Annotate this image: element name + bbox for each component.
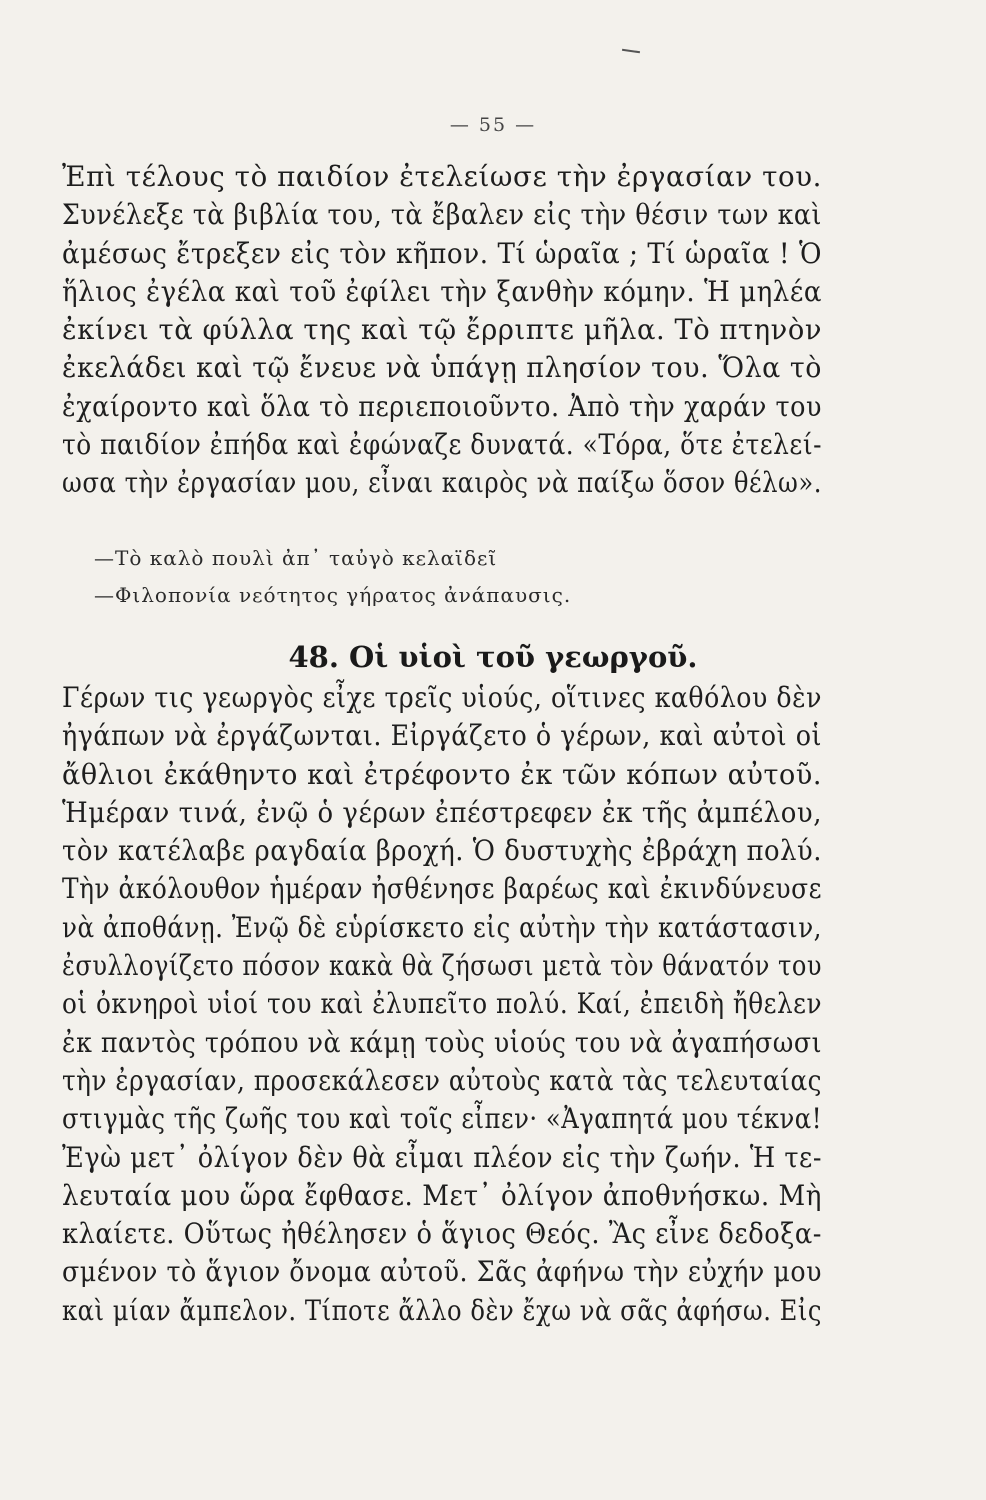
paragraph-1: [62, 158, 822, 503]
text-line: ἀμέσως ἔτρεξεν εἰς τὸν κῆπον. Τί ὡραῖα ; Τί ὡραῖα ! Ὁ: [62, 236, 822, 270]
text-line: ωσα τὴν ἐργασίαν μου, εἶναι καιρὸς νὰ παίξω ὅσον θέλω».: [62, 466, 822, 500]
text-line: ἐχαίροντο καὶ ὅλα τὸ περιεποιοῦντο. Ἀπὸ τὴν χαράν του: [62, 389, 822, 423]
text-line: καὶ μίαν ἄμπελον. Τίποτε ἄλλο δὲν ἔχω νὰ σᾶς ἀφήσω. Εἰς: [62, 1293, 822, 1327]
text-line: ἥλιος ἐγέλα καὶ τοῦ ἐφίλει τὴν ξανθὴν κόμην. Ἡ μηλέα: [62, 274, 822, 308]
text-line: Συνέλεξε τὰ βιβλία του, τὰ ἔβαλεν εἰς τὴν θέσιν των καὶ: [62, 198, 822, 232]
text-line: τὸ παιδίον ἐπήδα καὶ ἐφώναζε δυνατά. «Τόρα, ὅτε ἐτελεί-: [62, 428, 822, 462]
text-line: Ἐπὶ τέλους τὸ παιδίον ἐτελείωσε τὴν ἐργασίαν του.: [62, 160, 822, 193]
text-line: ἐσυλλογίζετο πόσον κακὰ θὰ ζήσωσι μετὰ τὸν θάνατόν του: [62, 949, 822, 983]
proverbs: [94, 540, 654, 614]
text-line: στιγμὰς τῆς ζωῆς του καὶ τοῖς εἶπεν· «Ἀγαπητά μου τέκνα!: [62, 1102, 822, 1136]
text-line: Γέρων τις γεωργὸς εἶχε τρεῖς υἱούς, οἵτινες καθόλου δὲν: [62, 681, 822, 714]
proverb: —Φιλοπονία νεότητος γήρατος ἀνάπαυσις.: [94, 583, 572, 607]
text-line: κλαίετε. Οὕτως ἠθέλησεν ὁ ἅγιος Θεός. Ἂς εἶνε δεδοξα-: [62, 1217, 822, 1251]
section-heading: 48. Οἱ υἱοὶ τοῦ γεωργοῦ.: [288, 640, 698, 674]
text-line: νὰ ἀποθάνῃ. Ἐνῷ δὲ εὑρίσκετο εἰς αὐτὴν τὴν κατάστασιν,: [62, 910, 822, 944]
text-line: ἠγάπων νὰ ἐργάζωνται. Εἰργάζετο ὁ γέρων, καὶ αὐτοὶ οἱ: [62, 719, 822, 753]
text-line: λευταία μου ὥρα ἔφθασε. Μετ᾿ ὀλίγον ἀποθνήσκω. Μὴ: [62, 1178, 822, 1212]
text-line: τὸν κατέλαβε ραγδαία βροχή. Ὁ δυστυχὴς ἐβράχη πολύ.: [62, 834, 822, 868]
text-line: Ἡμέραν τινά, ἐνῷ ὁ γέρων ἐπέστρεφεν ἐκ τῆς ἀμπέλου,: [62, 795, 822, 829]
paragraph-2: [62, 679, 822, 1330]
text-line: ἄθλιοι ἐκάθηντο καὶ ἐτρέφοντο ἐκ τῶν κόπων αὐτοῦ.: [62, 757, 822, 791]
print-mark: [622, 49, 640, 53]
text-line: σμένον τὸ ἅγιον ὄνομα αὐτοῦ. Σᾶς ἀφήνω τὴν εὐχήν μου: [62, 1255, 822, 1289]
text-line: ἐκ παντὸς τρόπου νὰ κάμῃ τοὺς υἱούς του νὰ ἀγαπήσωσι: [62, 1025, 822, 1059]
text-line: Τὴν ἀκόλουθον ἡμέραν ἠσθένησε βαρέως καὶ ἐκινδύνευσε: [62, 872, 822, 906]
text-line: ἐκίνει τὰ φύλλα της καὶ τῷ ἔρριπτε μῆλα. Τὸ πτηνὸν: [62, 313, 822, 347]
text-line: ἐκελάδει καὶ τῷ ἔνευε νὰ ὑπάγῃ πλησίον του. Ὅλα τὸ: [62, 351, 822, 385]
text-line: Ἐγὼ μετ᾿ ὀλίγον δὲν θὰ εἶμαι πλέον εἰς τὴν ζωήν. Ἡ τε-: [62, 1140, 822, 1174]
proverb: —Τὸ καλὸ πουλὶ ἀπ᾿ ταὐγὸ κελαϊδεῖ: [94, 546, 498, 570]
page-number: — 55 —: [449, 114, 537, 136]
text-line: οἱ ὀκνηροὶ υἱοί του καὶ ἐλυπεῖτο πολύ. Καί, ἐπειδὴ ἤθελεν: [62, 987, 822, 1021]
text-line: τὴν ἐργασίαν, προσεκάλεσεν αὐτοὺς κατὰ τὰς τελευταίας: [62, 1063, 822, 1097]
